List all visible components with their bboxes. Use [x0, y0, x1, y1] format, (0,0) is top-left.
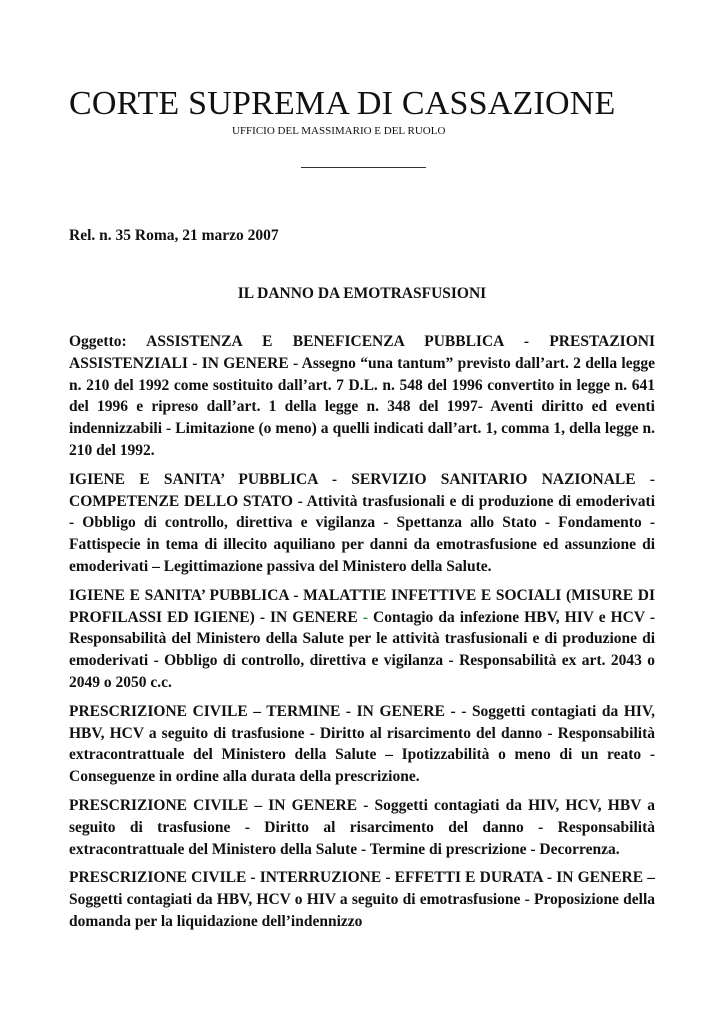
paragraph-category: IGIENE E SANITA’ PUBBLICA - SERVIZIO SANITARIO NAZIONALE - COMPETENZE DELLO STATO	[69, 470, 655, 510]
paragraph-text: Soggetti contagiati da HIV, HBV, HCV a seguito di trasfusione - Diritto al risarcimento del danno - Responsabilità extracontrattuale del Ministero della Salute – Ipotizzabilità o meno di un reato - Conseguenze in ordine alla durata della prescrizione.	[69, 702, 655, 786]
paragraph-category: PRESCRIZIONE CIVILE - INTERRUZIONE - EFFETTI E DURATA - IN GENERE	[69, 869, 644, 887]
paragraph-separator: -	[357, 796, 375, 814]
paragraph-prescrizione-termine	[69, 701, 655, 788]
paragraph-separator: -	[292, 492, 307, 510]
paragraph-separator: -	[288, 354, 302, 372]
paragraph-separator: –	[643, 869, 655, 887]
office-subtitle: UFFICIO DEL MASSIMARIO E DEL RUOLO	[232, 125, 446, 137]
document-heading: IL DANNO DA EMOTRASFUSIONI	[237, 285, 487, 302]
paragraph-category: IGIENE E SANITA’ PUBBLICA - MALATTIE INFETTIVE E SOCIALI (MISURE DI PROFILASSI ED IGIENE) - IN GENERE	[69, 586, 655, 626]
paragraph-text: Soggetti contagiati da HBV, HCV o HIV a seguito di emotrasfusione - Proposizione della domanda per la liquidazione dell’indennizzo	[69, 891, 655, 930]
court-title: CORTE SUPREMA DI CASSAZIONE	[69, 85, 616, 122]
paragraph-text: Attività trasfusionali e di produzione di emoderivati - Obbligo di controllo, direttiva e vigilanza - Spettanza allo Stato - Fondamento - Fattispecie in tema di illecito aquiliano per danni da emotrasfusione ed assunzione di emoderivati – Legittimazione passiva del Ministero della Salute.	[69, 492, 656, 575]
report-reference: Rel. n. 35 Roma, 21 marzo 2007	[69, 227, 279, 244]
paragraph-igiene-malattie	[69, 585, 655, 694]
paragraph-text: Soggetti contagiati da HIV, HCV, HBV a seguito di trasfusione - Diritto al risarcimento del danno - Responsabilità extracontrattuale del Ministero della Salute - Termine di prescrizione - Decorrenza.	[69, 796, 655, 858]
paragraph-prescrizione-genere	[69, 795, 655, 860]
paragraph-igiene-competenze	[69, 469, 655, 578]
paragraph-category: Oggetto: ASSISTENZA E BENEFICENZA PUBBLICA - PRESTAZIONI ASSISTENZIALI - IN GENERE	[69, 333, 655, 372]
paragraph-prescrizione-interruzione	[69, 867, 655, 932]
paragraph-category: PRESCRIZIONE CIVILE – IN GENERE	[69, 796, 358, 814]
paragraph-text: Assegno “una tantum” previsto dall’art. 2 della legge n. 210 del 1992 come sostituito dall’art. 7 D.L. n. 548 del 1996 convertito in legge n. 641 del 1996 e ripreso dall’art. 1 della legge n. 348 del 1997- Aventi diritto ed eventi indennizzabili - Limitazione (o meno) a quelli indicati dall’art. 1, comma 1, della legge n. 210 del 1992.	[69, 354, 655, 459]
paragraph-oggetto	[69, 331, 655, 462]
paragraph-separator: - -	[444, 702, 472, 720]
paragraph-category: PRESCRIZIONE CIVILE – TERMINE - IN GENERE	[69, 702, 445, 720]
document-body	[69, 331, 655, 940]
paragraph-text: Contagio da infezione HBV, HIV e HCV - Responsabilità del Ministero della Salute per le attività trasfusionali e di produzione di emoderivati - Obbligo di controllo, direttiva e vigilanza - Responsabilità ex art. 2043 o 2049 o 2050 c.c.	[69, 608, 655, 691]
paragraph-separator: -	[357, 608, 373, 626]
header-divider	[301, 167, 426, 168]
